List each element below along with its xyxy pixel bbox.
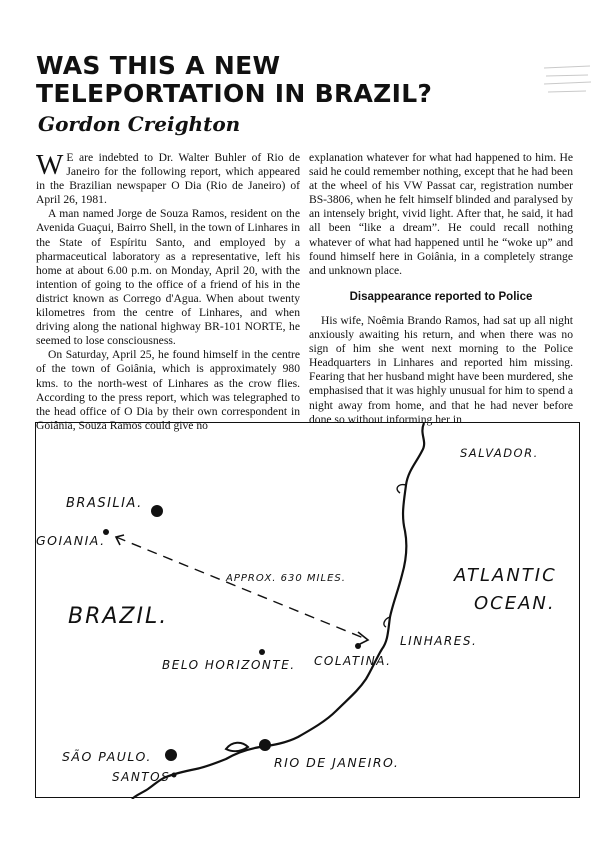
label-brazil: BRAZIL.	[68, 604, 169, 629]
section-subhead: Disappearance reported to Police	[349, 290, 533, 303]
label-sao-paulo: SÃO PAULO.	[62, 749, 152, 764]
article-author: Gordon Creighton	[38, 112, 241, 136]
belo-horizonte-dot	[259, 649, 265, 655]
drop-cap: W	[36, 149, 64, 181]
label-belo-horizonte: BELO HORIZONTE.	[162, 658, 296, 672]
paragraph-disappearance: A man named Jorge de Souza Ramos, resident on the Avenida Guaçui, Bairro Shell, in the town of Linhares in the State of Espíritu Santo, and employed by a pharmaceutical laboratory as a representative, left his home at about 6.00 p.m. on Monday, April 20, with the intention of going to the office of a friend of his in the district known as Corrego d'Agua. When about twenty kilometres from the centre of Linhares, and when driving along the national highway BR-101 NORTE, he seemed to lose consciousness.	[36, 207, 300, 348]
label-atlantic: ATLANTIC	[454, 565, 557, 586]
santos-dot	[172, 773, 177, 778]
page-corner-marks	[540, 60, 595, 120]
route-arrow-linhares	[358, 632, 368, 645]
map-drawing	[36, 423, 581, 799]
article-column-right	[309, 151, 573, 427]
label-goiania: GOIANIA.	[36, 533, 106, 548]
paragraph-wife: His wife, Noêmia Brando Ramos, had sat up all night anxiously awaiting his return, and when there was no sign of him she went next morning to the Police Headquarters in Linhares and reported him missing. Fearing that her husband might have been murdered, she emphasised that it was highly unusual for him to spend a night away from home, and that he had never before done so without informing her in	[309, 313, 573, 426]
brasilia-dot	[151, 505, 163, 517]
sao-paulo-dot	[165, 749, 177, 761]
article-column-left	[36, 151, 300, 433]
paragraph-explanation: explanation whatever for what had happened to him. He said he could remember nothing, except that he had been at the wheel of his VW Passat car, registration number BS-3806, when he felt himself blinded and paralysed by an intensely bright, vivid light. After that, he said, it had all been “like a dream”. He could recall nothing whatever of what had happened until he “woke up” and found himself here in Goiânia, in a completely strange and unknown place.	[309, 151, 573, 277]
label-distance: APPROX. 630 MILES.	[226, 573, 346, 584]
coastline	[132, 423, 424, 799]
paragraph-goiania: On Saturday, April 25, he found himself in the centre of the town of Goiânia, which is approximately 980 kms. to the north-west of Linhares as the crow flies. According to the press report, which was telegraphed to the head office of O Dia by their own correspondent in Goiânia, Souza Ramos could give no	[36, 348, 300, 432]
label-santos: SANTOS	[112, 770, 171, 784]
rio-dot	[259, 739, 271, 751]
paragraph-intro-text: E are indebted to Dr. Walter Buhler of Rio de Janeiro for the following report, which appeared in the Brazilian newspaper O Dia (Rio de Janeiro) of April 26, 1981.	[36, 151, 300, 207]
label-linhares: LINHARES.	[400, 634, 478, 648]
article-title: WAS THIS A NEW TELEPORTATION IN BRAZIL?	[36, 51, 433, 108]
label-salvador: SALVADOR.	[460, 446, 539, 460]
label-brasilia: BRASILIA.	[66, 496, 143, 511]
label-rio: RIO DE JANEIRO.	[274, 755, 400, 770]
rio-bay	[226, 743, 248, 751]
label-colatina: COLATINA.	[314, 654, 392, 668]
label-ocean: OCEAN.	[474, 593, 556, 614]
map-figure	[35, 422, 580, 798]
paragraph-intro	[36, 151, 300, 207]
